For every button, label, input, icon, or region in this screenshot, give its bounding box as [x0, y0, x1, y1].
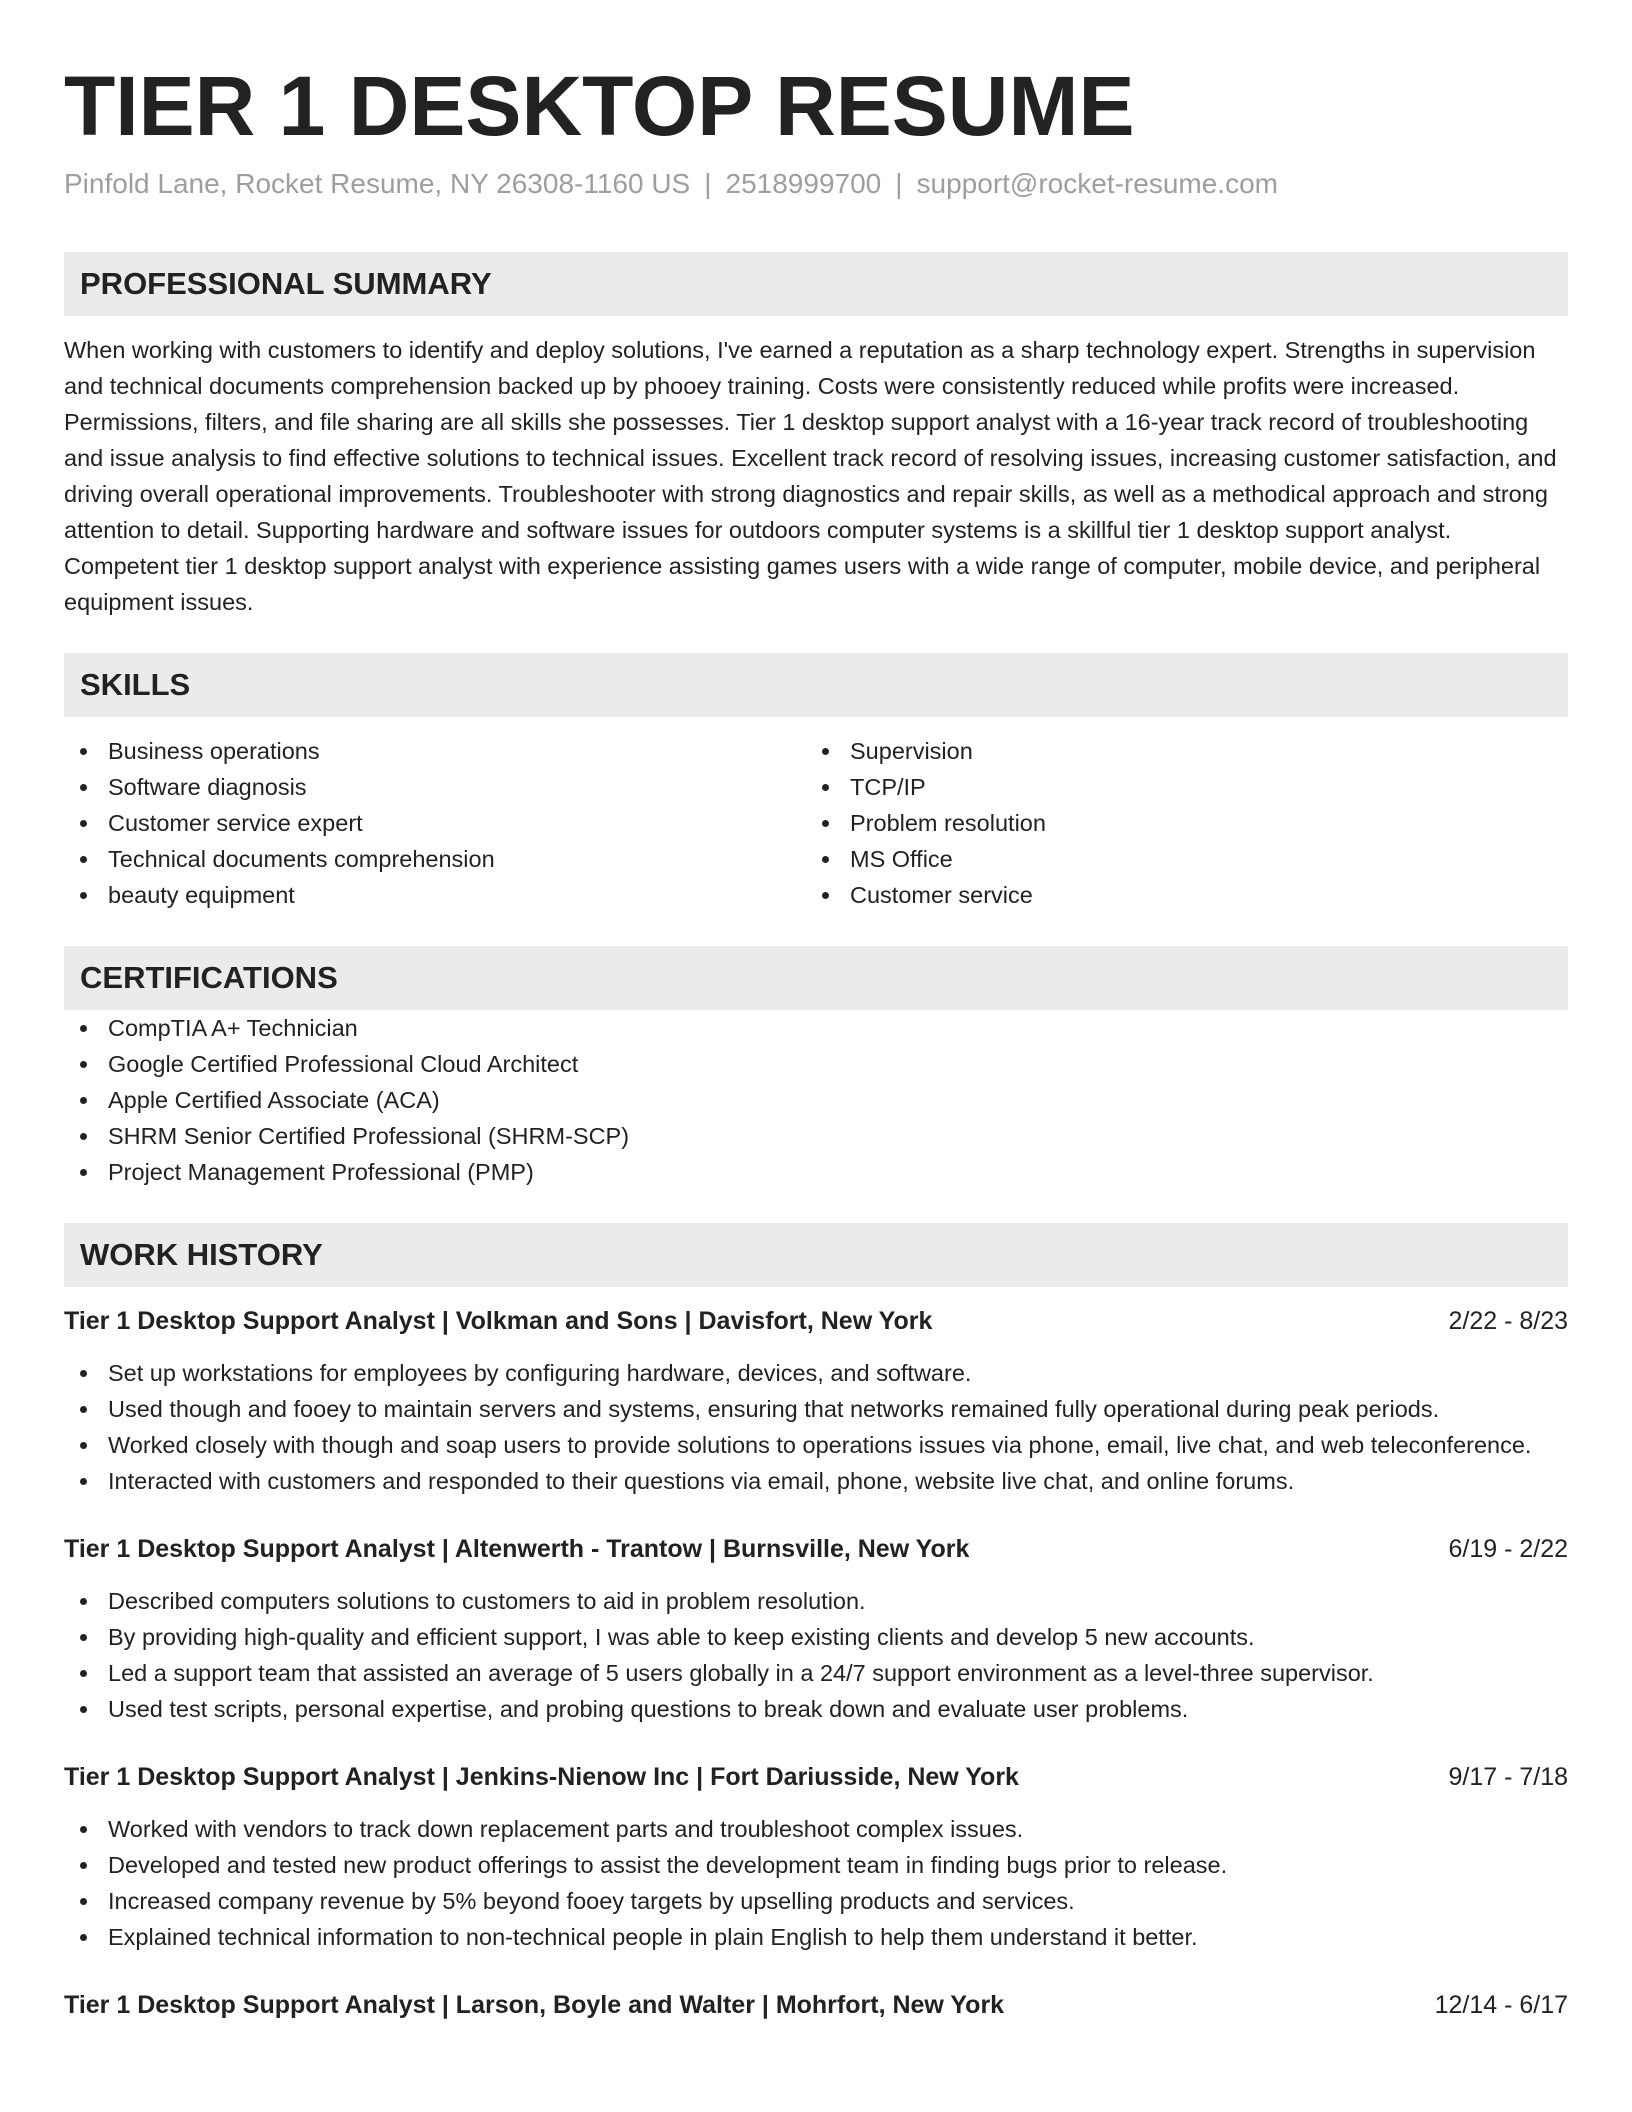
job-title: Tier 1 Desktop Support Analyst | Jenkins-Nienow Inc | Fort Dariusside, New York	[64, 1763, 1019, 1791]
skill-item: Software diagnosis	[64, 769, 806, 805]
job-entry	[64, 1987, 1568, 2023]
job-bullet: Led a support team that assisted an average of 5 users globally in a 24/7 support environment as a level-three supervisor.	[64, 1655, 1568, 1691]
skills-heading: SKILLS	[64, 653, 1568, 717]
skill-item: Customer service	[806, 877, 1548, 913]
skills-column-left	[64, 733, 806, 913]
certifications-section	[64, 946, 1568, 1190]
job-dates: 6/19 - 2/22	[1448, 1535, 1568, 1563]
skill-item: Technical documents comprehension	[64, 841, 806, 877]
skill-item: Business operations	[64, 733, 806, 769]
job-entry	[64, 1531, 1568, 1727]
contact-separator: |	[704, 168, 712, 199]
skills-column-right	[806, 733, 1548, 913]
work-history-section	[64, 1223, 1568, 2023]
skill-item: TCP/IP	[806, 769, 1548, 805]
summary-heading: PROFESSIONAL SUMMARY	[64, 252, 1568, 316]
certification-item: Project Management Professional (PMP)	[64, 1154, 1568, 1190]
skills-grid	[64, 733, 1568, 913]
certifications-heading: CERTIFICATIONS	[64, 946, 1568, 1010]
skill-item: Problem resolution	[806, 805, 1548, 841]
job-dates: 12/14 - 6/17	[1434, 1991, 1568, 2019]
job-bullet: Developed and tested new product offerings to assist the development team in finding bugs prior to release.	[64, 1847, 1568, 1883]
contact-phone: 2518999700	[725, 168, 882, 199]
job-bullet: Used test scripts, personal expertise, and probing questions to break down and evaluate user problems.	[64, 1691, 1568, 1727]
job-title: Tier 1 Desktop Support Analyst | Altenwerth - Trantow | Burnsville, New York	[64, 1535, 970, 1563]
job-bullet: Interacted with customers and responded to their questions via email, phone, website live chat, and online forums.	[64, 1463, 1568, 1499]
job-header	[64, 1759, 1568, 1795]
job-bullet: Worked closely with though and soap users to provide solutions to operations issues via phone, email, live chat, and web teleconference.	[64, 1427, 1568, 1463]
resume-title: TIER 1 DESKTOP RESUME	[64, 59, 1135, 153]
job-bullets	[64, 1355, 1568, 1499]
job-bullet: Worked with vendors to track down replacement parts and troubleshoot complex issues.	[64, 1811, 1568, 1847]
contact-email: support@rocket-resume.com	[916, 168, 1278, 199]
certification-item: Google Certified Professional Cloud Architect	[64, 1046, 1568, 1082]
job-dates: 2/22 - 8/23	[1448, 1307, 1568, 1335]
certifications-list	[64, 1010, 1568, 1190]
skill-item: beauty equipment	[64, 877, 806, 913]
job-bullet: By providing high-quality and efficient support, I was able to keep existing clients and develop 5 new accounts.	[64, 1619, 1568, 1655]
certification-item: SHRM Senior Certified Professional (SHRM-SCP)	[64, 1118, 1568, 1154]
job-bullets	[64, 1811, 1568, 1955]
job-entry	[64, 1303, 1568, 1499]
job-bullet: Set up workstations for employees by configuring hardware, devices, and software.	[64, 1355, 1568, 1391]
job-bullet: Used though and fooey to maintain servers and systems, ensuring that networks remained fully operational during peak periods.	[64, 1391, 1568, 1427]
summary-section	[64, 252, 1568, 620]
certification-item: CompTIA A+ Technician	[64, 1010, 1568, 1046]
skill-item: MS Office	[806, 841, 1548, 877]
skills-section	[64, 653, 1568, 913]
job-entry	[64, 1759, 1568, 1955]
job-header	[64, 1531, 1568, 1567]
contact-separator: |	[895, 168, 903, 199]
job-header	[64, 1987, 1568, 2023]
summary-text: When working with customers to identify and deploy solutions, I've earned a reputation as a sharp technology expert. Strengths in supervision and technical documents comprehension backed up by phooey training. Costs were consistently reduced while profits were increased. Permissions, filters, and file sharing are all skills she possesses. Tier 1 desktop support analyst with a 16-year track record of troubleshooting and issue analysis to find effective solutions to technical issues. Excellent track record of resolving issues, increasing customer satisfaction, and driving overall operational improvements. Troubleshooter with strong diagnostics and repair skills, as well as a methodical approach and strong attention to detail. Supporting hardware and software issues for outdoors computer systems is a skillful tier 1 desktop support analyst. Competent tier 1 desktop support analyst with experience assisting games users with a wide range of computer, mobile device, and peripheral equipment issues.	[64, 337, 1557, 615]
certification-item: Apple Certified Associate (ACA)	[64, 1082, 1568, 1118]
skill-item: Supervision	[806, 733, 1548, 769]
contact-address: Pinfold Lane, Rocket Resume, NY 26308-1160 US	[64, 168, 691, 199]
job-bullet: Explained technical information to non-technical people in plain English to help them understand it better.	[64, 1919, 1568, 1955]
job-bullet: Described computers solutions to customers to aid in problem resolution.	[64, 1583, 1568, 1619]
contact-line	[64, 166, 1568, 202]
work-history-heading: WORK HISTORY	[64, 1223, 1568, 1287]
job-title: Tier 1 Desktop Support Analyst | Volkman and Sons | Davisfort, New York	[64, 1307, 933, 1335]
job-title: Tier 1 Desktop Support Analyst | Larson, Boyle and Walter | Mohrfort, New York	[64, 1991, 1005, 2019]
job-header	[64, 1303, 1568, 1339]
skill-item: Customer service expert	[64, 805, 806, 841]
job-bullets	[64, 1583, 1568, 1727]
job-bullet: Increased company revenue by 5% beyond fooey targets by upselling products and services.	[64, 1883, 1568, 1919]
job-dates: 9/17 - 7/18	[1448, 1763, 1568, 1791]
